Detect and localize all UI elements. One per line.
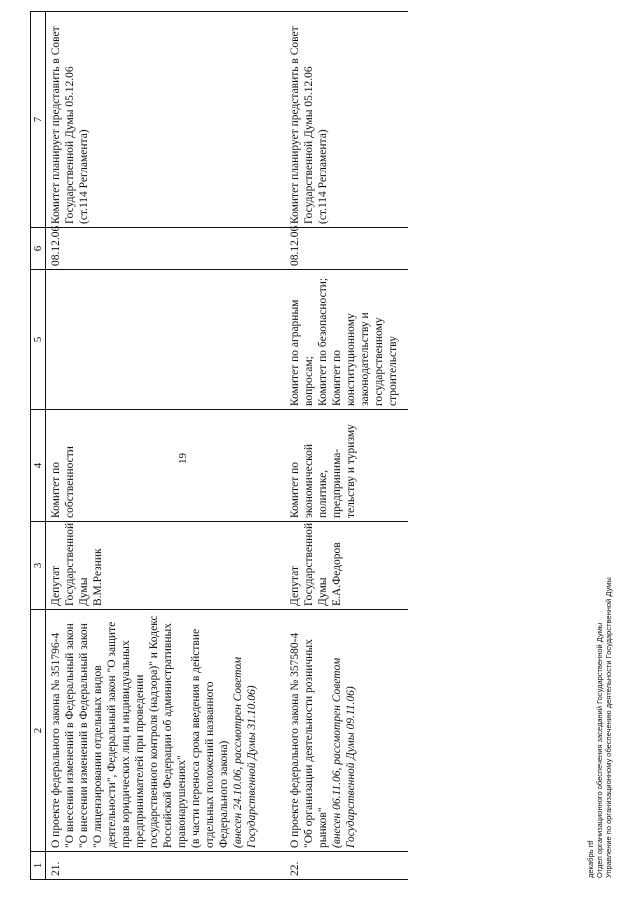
status: Комитет планирует представить в Совет Государственной Думы 05.12.06 (ст.114 Регламента)	[50, 26, 90, 224]
date-cell	[285, 225, 408, 270]
bill-title: О проекте федерального закона № 351796-4 "О внесении изменений в Федеральный закон "О внесении изменений в Федеральный закон "О лицензировании отдельных видов деятельности", Федеральный закон "О защите прав юридических лиц и индивидуальных предпринимателей при проведении государственного контроля (надзора)" и Кодекс Российской Федерации об административных правонарушениях" (в части переноса срока введения в действие отдельных положений названного Федерального закона)	[50, 615, 230, 848]
footer-line: Управление по организационному обеспечению деятельности Государственной Думы	[604, 577, 613, 878]
date: 08.12.06	[289, 225, 301, 266]
bill-title-cell	[46, 610, 286, 852]
row-number: 22.	[285, 852, 408, 880]
co-committees-cell	[285, 270, 408, 410]
column-header: 2	[31, 610, 46, 852]
page-number: 19	[177, 453, 189, 464]
bill-author: Депутат Государственной Думы Е.А.Федоров	[289, 522, 343, 606]
column-header: 4	[31, 410, 46, 522]
author-cell	[285, 522, 408, 610]
author-cell	[46, 522, 286, 610]
table-row	[46, 12, 286, 880]
status-cell	[46, 12, 286, 228]
responsible-committee: Комитет по собственности	[50, 446, 76, 518]
table-header-row	[31, 12, 46, 880]
responsible-committee: Комитет по экономической политике, предпринима-тельству и туризму	[289, 424, 357, 518]
bill-title-cell	[285, 610, 408, 852]
bills-table	[30, 11, 408, 880]
table-row	[285, 12, 408, 880]
page-footer	[586, 577, 613, 878]
column-header: 7	[31, 12, 46, 228]
status: Комитет планирует представить в Совет Государственной Думы 05.12.06 (ст.114 Регламента)	[289, 26, 329, 224]
date: 08.12.06	[50, 225, 62, 266]
co-committees-cell	[46, 270, 286, 410]
bill-author: Депутат Государственной Думы В.М.Резник	[50, 522, 104, 606]
footer-line: Отдел организационного обеспечения заседаний Государственной Думы	[595, 622, 604, 878]
date-cell	[46, 225, 286, 270]
column-header: 6	[31, 228, 46, 270]
co-committees: Комитет по аграрным вопросам; Комитет по безопасности; Комитет по конституционному законодательству и государственному строительству	[289, 277, 399, 406]
status-cell	[285, 12, 408, 228]
bill-title: О проекте федерального закона № 357580-4 "Об организации деятельности розничных рынков"	[289, 632, 329, 848]
committee-cell	[46, 410, 286, 522]
column-header: 5	[31, 270, 46, 410]
bill-note: (внесен 06.11.06, рассмотрен Советом Государственной Думы 09.11.06)	[331, 657, 357, 848]
committee-cell	[285, 410, 408, 522]
bill-note: (внесен 24.10.06, рассмотрен Советом Государственной Думы 31.10.06)	[232, 656, 258, 848]
column-header: 3	[31, 522, 46, 610]
column-header: 1	[31, 852, 46, 880]
footer-file: декабрь rtf	[586, 840, 595, 878]
row-number: 21.	[46, 852, 286, 880]
